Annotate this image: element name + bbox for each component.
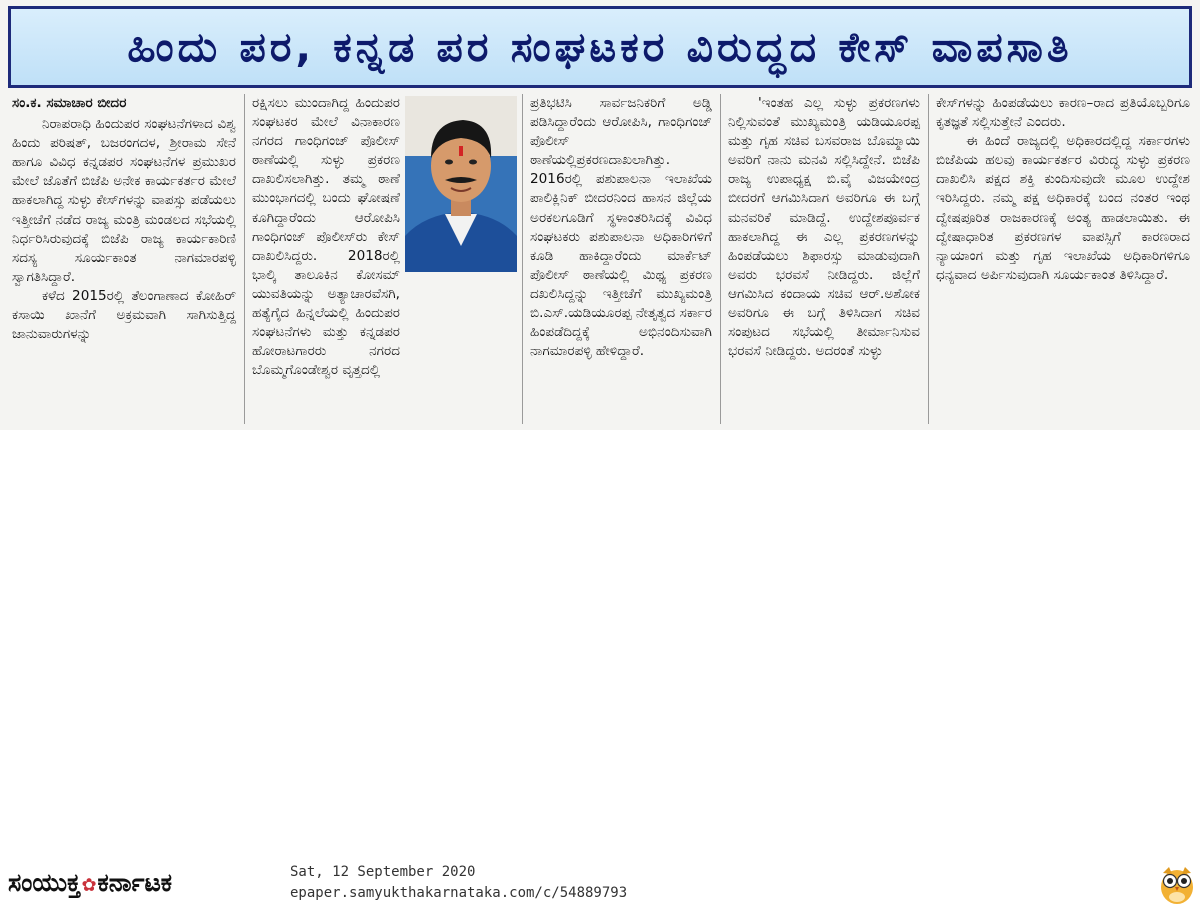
- logo-text-left: ಸಂಯುಕ್ತ: [8, 868, 81, 897]
- article-column-2: [246, 94, 406, 424]
- owl-mascot-icon: [1158, 863, 1196, 905]
- portrait-photo: [405, 96, 517, 272]
- logo-flower-icon: ✿: [81, 875, 97, 896]
- paragraph: ಕೇಸ್‌ಗಳನ್ನು ಹಿಂಪಡೆಯಲು ಕಾರಣ–ರಾದ ಪ್ರತಿಯೊಬ್ಬರಿಗೂ ಕೃತಜ್ಞತೆ ಸಲ್ಲಿಸುತ್ತೇನೆ ಎಂದರು.: [936, 95, 1190, 131]
- paragraph: 'ಇಂತಹ ಎಲ್ಲ ಸುಳ್ಳು ಪ್ರಕರಣಗಳು ನಿಲ್ಲಿಸುವಂತೆ ಮುಖ್ಯಮಂತ್ರಿ ಯಡಿಯೂರಪ್ಪ ಮತ್ತು ಗೃಹ ಸಚಿವ ಬಸವರಾಜ ಬೊಮ್ಮಾಯಿ ಅವರಿಗೆ ನಾನು ಮನವಿ ಸಲ್ಲಿಸಿದ್ದೇನೆ. ಬಿಜೆಪಿ ರಾಜ್ಯ ಉಪಾಧ್ಯಕ್ಷ ಬಿ.ವೈ ವಿಜಯೇಂದ್ರ ಬೀದರಗೆ ಆಗಮಿಸಿದಾಗ ಅವರಿಗೂ ಈ ಬಗ್ಗೆ ಮನವರಿಕೆ ಮಾಡಿದ್ದೆ. ಉದ್ದೇಶಪೂರ್ವಕ ಹಾಕಲಾಗಿದ್ದ ಈ ಎಲ್ಲ ಪ್ರಕರಣಗಳನ್ನು ಹಿಂಪಡೆಯಲು ಶಿಫಾರಸ್ಸು ಮಾಡುವುದಾಗಿ ಅವರು ಭರವಸೆ ನೀಡಿದ್ದರು. ಜಿಲ್ಲೆಗೆ ಆಗಮಿಸಿದ ಕಂದಾಯ ಸಚಿವ ಆರ್.ಅಶೋಕ ಅವರಿಗೂ ಈ ಬಗ್ಗೆ ತಿಳಿಸಿದಾಗ ಸಚಿವ ಸಂಪುಟದ ಸಭೆಯಲ್ಲಿ ತೀರ್ಮಾನಿಸುವ ಭರವಸೆ ನೀಡಿದ್ದರು. ಅದರಂತೆ ಸುಳ್ಳು: [728, 95, 920, 360]
- clipping-url[interactable]: epaper.samyukthakarnataka.com/c/54889793: [290, 885, 628, 901]
- article-column-3: [524, 94, 718, 424]
- article-column-1: [6, 94, 242, 424]
- article-column-5: [930, 94, 1196, 424]
- paragraph: ಪ್ರತಿಭಟಿಸಿ ಸಾರ್ವಜನಿಕರಿಗೆ ಅಡ್ಡಿ ಪಡಿಸಿದ್ದಾರೆಂದು ಆರೋಪಿಸಿ, ಗಾಂಧಿಗಂಜ್ ಪೊಲೀಸ್ ಠಾಣೆಯಲ್ಲಿಪ್ರಕರಣದಾಖಲಾಗಿತ್ತು. 2016ರಲ್ಲಿ ಪಶುಪಾಲನಾ ಇಲಾಖೆಯ ಪಾಲಿಕ್ಲಿನಿಕ್ ಬೀದರನಿಂದ ಹಾಸನ ಜಿಲ್ಲೆಯ ಅರಕಲಗೂಡಿಗೆ ಸ್ಥಳಾಂತರಿಸಿದಕ್ಕೆ ವಿವಿಧ ಸಂಘಟಕರು ಪಶುಪಾಲನಾ ಅಧಿಕಾರಿಗಳಿಗೆ ಕೂಡಿ ಹಾಕಿದ್ದಾರೆಂದು ಮಾರ್ಕೆಟ್ ಪೊಲೀಸ್ ಠಾಣೆಯಲ್ಲಿ ಮಿಥ್ಯ ಪ್ರಕರಣ ದಖಲಿಸಿದ್ದನ್ನು ಇತ್ತೀಚೆಗೆ ಮುಖ್ಯಮಂತ್ರಿ ಬಿ.ಎಸ್.ಯಡಿಯೂರಪ್ಪ ನೇತೃತ್ವದ ಸರ್ಕಾರ ಹಿಂಪಡೆದಿದ್ದಕ್ಕೆ ಅಭಿನಂದಿಸುವಾಗಿ ನಾಗಮಾರಪಳ್ಳಿ ಹೇಳಿದ್ದಾರೆ.: [530, 95, 712, 360]
- portrait-illustration: [405, 96, 517, 272]
- column-divider: [720, 94, 721, 424]
- headline-banner: [8, 6, 1192, 88]
- news-clipping: [0, 0, 1200, 430]
- newspaper-logo[interactable]: [8, 868, 172, 898]
- article-column-4: [722, 94, 926, 424]
- headline-text: ಹಿಂದು ಪರ, ಕನ್ನಡ ಪರ ಸಂಘಟಕರ ವಿರುದ್ಧದ ಕೇಸ್ ವಾಪಸಾತಿ: [127, 22, 1073, 71]
- paragraph: ನಿರಾಪರಾಧಿ ಹಿಂದುಪರ ಸಂಘಟನೆಗಳಾದ ವಿಶ್ವ ಹಿಂದು ಪರಿಷತ್, ಬಜರಂಗದಳ, ಶ್ರೀರಾಮ ಸೇನೆ ಹಾಗೂ ವಿವಿಧ ಕನ್ನಡಪರ ಸಂಘಟನೆಗಳ ಪ್ರಮುಖರ ಮೇಲೆ ಜೊತೆಗೆ ಬಿಜೆಪಿ ಅನೇಕ ಕಾರ್ಯಕರ್ತರ ಮೇಲೆ ಹಾಕಲಾಗಿದ್ದ ಸುಳ್ಳು ಕೇಸ್‌ಗಳನ್ನು ವಾಪಸ್ಸು ಪಡೆಯಲು ಇತ್ತೀಚೆಗೆ ನಡೆದ ರಾಜ್ಯ ಮಂತ್ರಿ ಮಂಡಲದ ಸಭೆಯಲ್ಲಿ ನಿರ್ಧರಿಸಿರುವುದಕ್ಕೆ ಬಿಜೆಪಿ ರಾಜ್ಯ ಕಾರ್ಯಕಾರಿಣಿ ಸದಸ್ಯ ಸೂರ್ಯಕಾಂತ ನಾಗಮಾರಪಳ್ಳಿ ಸ್ವಾಗತಿಸಿದ್ದಾರೆ.: [12, 116, 236, 285]
- byline: ಸಂ.ಕ. ಸಮಾಚಾರ ಬೀದರ: [12, 95, 127, 111]
- column-divider: [928, 94, 929, 424]
- logo-text-right: ಕರ್ನಾಟಕ: [97, 868, 173, 897]
- paragraph: ಈ ಹಿಂದೆ ರಾಜ್ಯದಲ್ಲಿ ಅಧಿಕಾರದಲ್ಲಿದ್ದ ಸರ್ಕಾರಗಳು ಬಿಜೆಪಿಯ ಹಲವು ಕಾರ್ಯಕರ್ತರ ವಿರುದ್ಧ ಸುಳ್ಳು ಪ್ರಕರಣ ದಾಖಲಿಸಿ ಪಕ್ಷದ ಶಕ್ತಿ ಕುಂದಿಸುವುದೇ ಮೂಲ ಉದ್ದೇಶ ಇರಿಸಿದ್ದರು. ನಮ್ಮ ಪಕ್ಷ ಅಧಿಕಾರಕ್ಕೆ ಬಂದ ನಂತರ ಇಂಥ ದ್ವೇಷಪೂರಿತ ರಾಜಕಾರಣಕ್ಕೆ ಅಂತ್ಯ ಹಾಡಲಾಯಿತು. ಈ ದ್ವೇಷಾಧಾರಿತ ಪ್ರಕರಣಗಳ ವಾಪಸ್ಸಿಗೆ ಕಾರಣರಾದ ನ್ಯಾಯಾಂಗ ಮತ್ತು ಗೃಹ ಇಲಾಖೆಯ ಅಧಿಕಾರಿಗಳಿಗೂ ಧನ್ಯವಾದ ಅರ್ಪಿಸುವುದಾಗಿ ಸೂರ್ಯಕಾಂತ ತಿಳಿಸಿದ್ದಾರೆ.: [936, 133, 1190, 283]
- edition-date: Sat, 12 September 2020: [290, 864, 476, 880]
- footer-bar: [0, 430, 1200, 901]
- column-divider: [244, 94, 245, 424]
- paragraph: ರಕ್ಷಿಸಲು ಮುಂದಾಗಿದ್ದ ಹಿಂದುಪರ ಸಂಘಟಕರ ಮೇಲೆ ವಿನಾಕಾರಣ ನಗರದ ಗಾಂಧಿಗಂಜ್ ಪೊಲೀಸ್ ಠಾಣೆಯಲ್ಲಿ ಸುಳ್ಳು ಪ್ರಕರಣ ದಾಖಲಿಸಲಾಗಿತ್ತು. ತಮ್ಮ ಠಾಣೆ ಮುಂಭಾಗದಲ್ಲಿ ಬಂದು ಘೋಷಣೆ ಕೂಗಿದ್ದಾರೆಂದು ಆರೋಪಿಸಿ ಗಾಂಧಿಗಂಜ್ ಪೊಲೀಸ್‌ರು ಕೇಸ್ ದಾಖಲಿಸಿದ್ದರು. 2018ರಲ್ಲಿ ಭಾಲ್ಕಿ ತಾಲೂಕಿನ ಕೋಸಮ್ ಯುವತಿಯನ್ನು ಅತ್ಯಾಚಾರವೆಸಗಿ, ಹತ್ಯೆಗೈದ ಹಿನ್ನಲೆಯಲ್ಲಿ ಹಿಂದುಪರ ಸಂಘಟನೆಗಳು ಮತ್ತು ಕನ್ನಡಪರ ಹೋರಾಟಗಾರರು ನಗರದ ಬೊಮ್ಮಗೊಂಡೇಶ್ವರ ವೃತ್ತದಲ್ಲಿ: [252, 95, 400, 379]
- paragraph: ಕಳೆದ 2015ರಲ್ಲಿ ತೆಲಂಗಾಣಾದ ಕೋಹಿರ್ ಕಸಾಯಿ ಖಾನೆಗೆ ಅಕ್ರಮವಾಗಿ ಸಾಗಿಸುತ್ತಿದ್ದ ಜಾನುವಾರುಗಳನ್ನು: [12, 287, 236, 343]
- column-divider: [522, 94, 523, 424]
